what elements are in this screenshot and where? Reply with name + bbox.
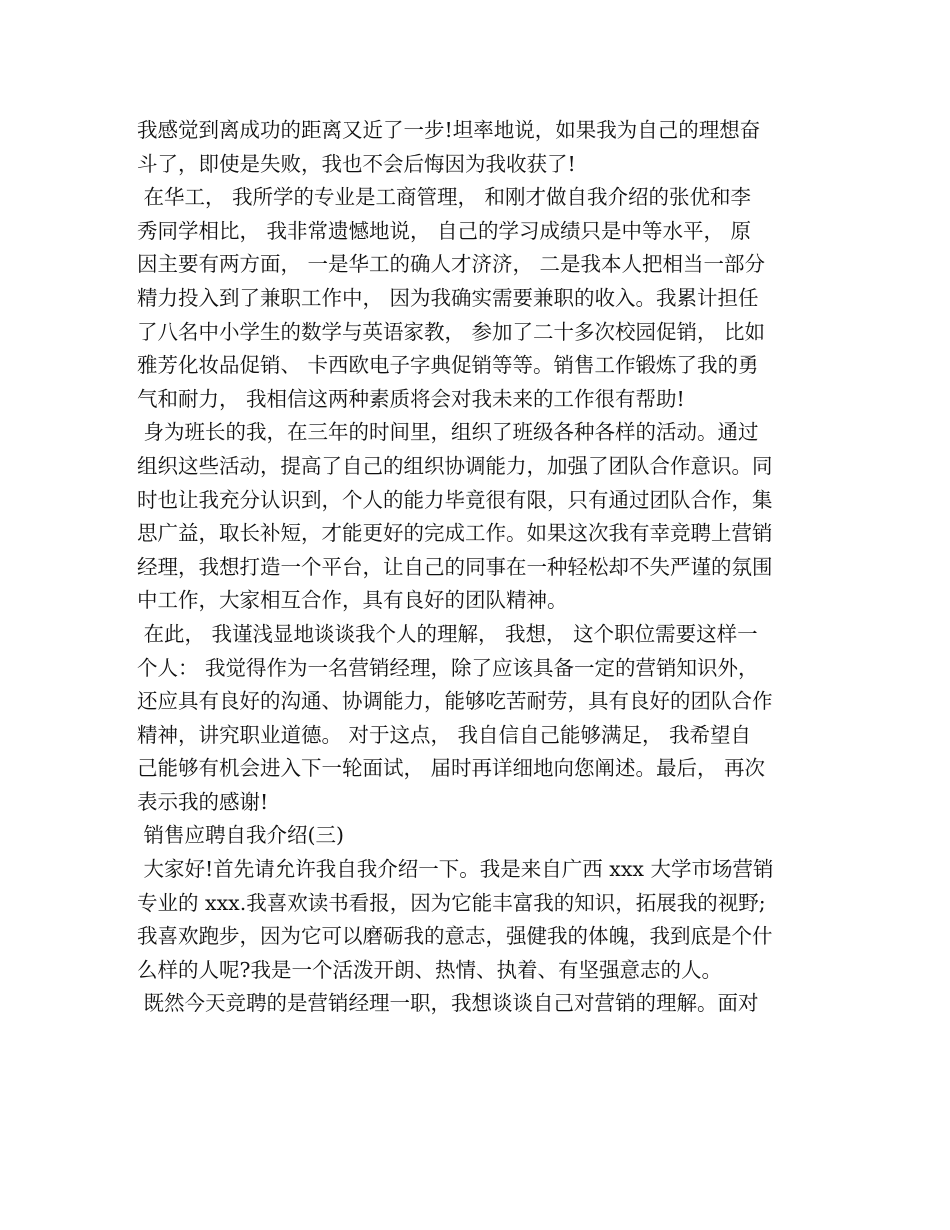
- text-line-4: 秀同学相比， 我非常遗憾地说， 自己的学习成绩只是中等水平， 原: [137, 218, 752, 243]
- text-line-26: 么样的人呢?我是一个活泼开朗、热情、执着、有坚强意志的人。: [137, 957, 722, 982]
- text-line-17: 个人： 我觉得作为一名营销经理，除了应该具备一定的营销知识外，: [137, 655, 759, 680]
- text-line-3: 在华工， 我所学的专业是工商管理， 和刚才做自我介绍的张优和李: [137, 185, 752, 210]
- text-line-21: 表示我的感谢!: [137, 789, 269, 814]
- text-line-20: 己能够有机会进入下一轮面试， 届时再详细地向您阐述。最后， 再次: [137, 756, 766, 781]
- document-page: [137, 114, 817, 1021]
- text-line-1: 我感觉到离成功的距离又近了一步!坦率地说，如果我为自己的理想奋: [137, 118, 761, 142]
- text-line-25: 我喜欢跑步，因为它可以磨砺我的意志，强健我的体魄，我到底是个什: [137, 924, 773, 949]
- text-line-11: 组织这些活动，提高了自己的组织协调能力，加强了团队合作意识。同: [137, 453, 773, 478]
- text-line-2: 斗了，即使是失败，我也不会后悔因为我收获了!: [137, 151, 576, 176]
- text-line-5: 因主要有两方面， 一是华工的确人才济济， 二是我本人把相当一部分: [137, 252, 766, 277]
- text-line-16: 在此， 我谨浅显地谈谈我个人的理解， 我想， 这个职位需要这样一: [137, 621, 758, 646]
- text-line-18: 还应具有良好的沟通、协调能力，能够吃苦耐劳，具有良好的团队合作: [137, 689, 773, 714]
- text-line-14: 经理，我想打造一个平台，让自己的同事在一种轻松却不失严谨的氛围: [137, 554, 773, 579]
- text-line-13: 思广益，取长补短，才能更好的完成工作。如果这次我有幸竞聘上营销: [137, 521, 773, 546]
- text-line-27: 既然今天竞聘的是营销经理一职，我想谈谈自己对营销的理解。面对: [137, 991, 759, 1016]
- text-line-8: 雅芳化妆品促销、 卡西欧电子字典促销等等。销售工作锻炼了我的勇: [137, 353, 759, 378]
- section-heading: 销售应聘自我介绍(三): [137, 823, 345, 848]
- text-line-12: 时也让我充分认识到，个人的能力毕竟很有限，只有通过团队合作，集: [137, 487, 773, 512]
- text-line-15: 中工作，大家相互合作，具有良好的团队精神。: [137, 588, 568, 613]
- text-line-7: 了八名中小学生的数学与英语家教， 参加了二十多次校园促销， 比如: [137, 319, 766, 344]
- text-line-6: 精力投入到了兼职工作中， 因为我确实需要兼职的收入。我累计担任: [137, 285, 759, 310]
- text-line-9: 气和耐力， 我相信这两种素质将会对我未来的工作很有帮助!: [137, 386, 685, 411]
- text-line-10: 身为班长的我，在三年的时间里，组织了班级各种各样的活动。通过: [137, 420, 759, 445]
- text-line-23: 大家好!首先请允许我自我介绍一下。我是来自广西 xxx 大学市场营销: [137, 857, 774, 882]
- text-line-19: 精神，讲究职业道德。 对于这点， 我自信自己能够满足， 我希望自: [137, 722, 752, 747]
- text-line-24: 专业的 xxx.我喜欢读书看报，因为它能丰富我的知识，拓展我的视野;: [137, 890, 766, 915]
